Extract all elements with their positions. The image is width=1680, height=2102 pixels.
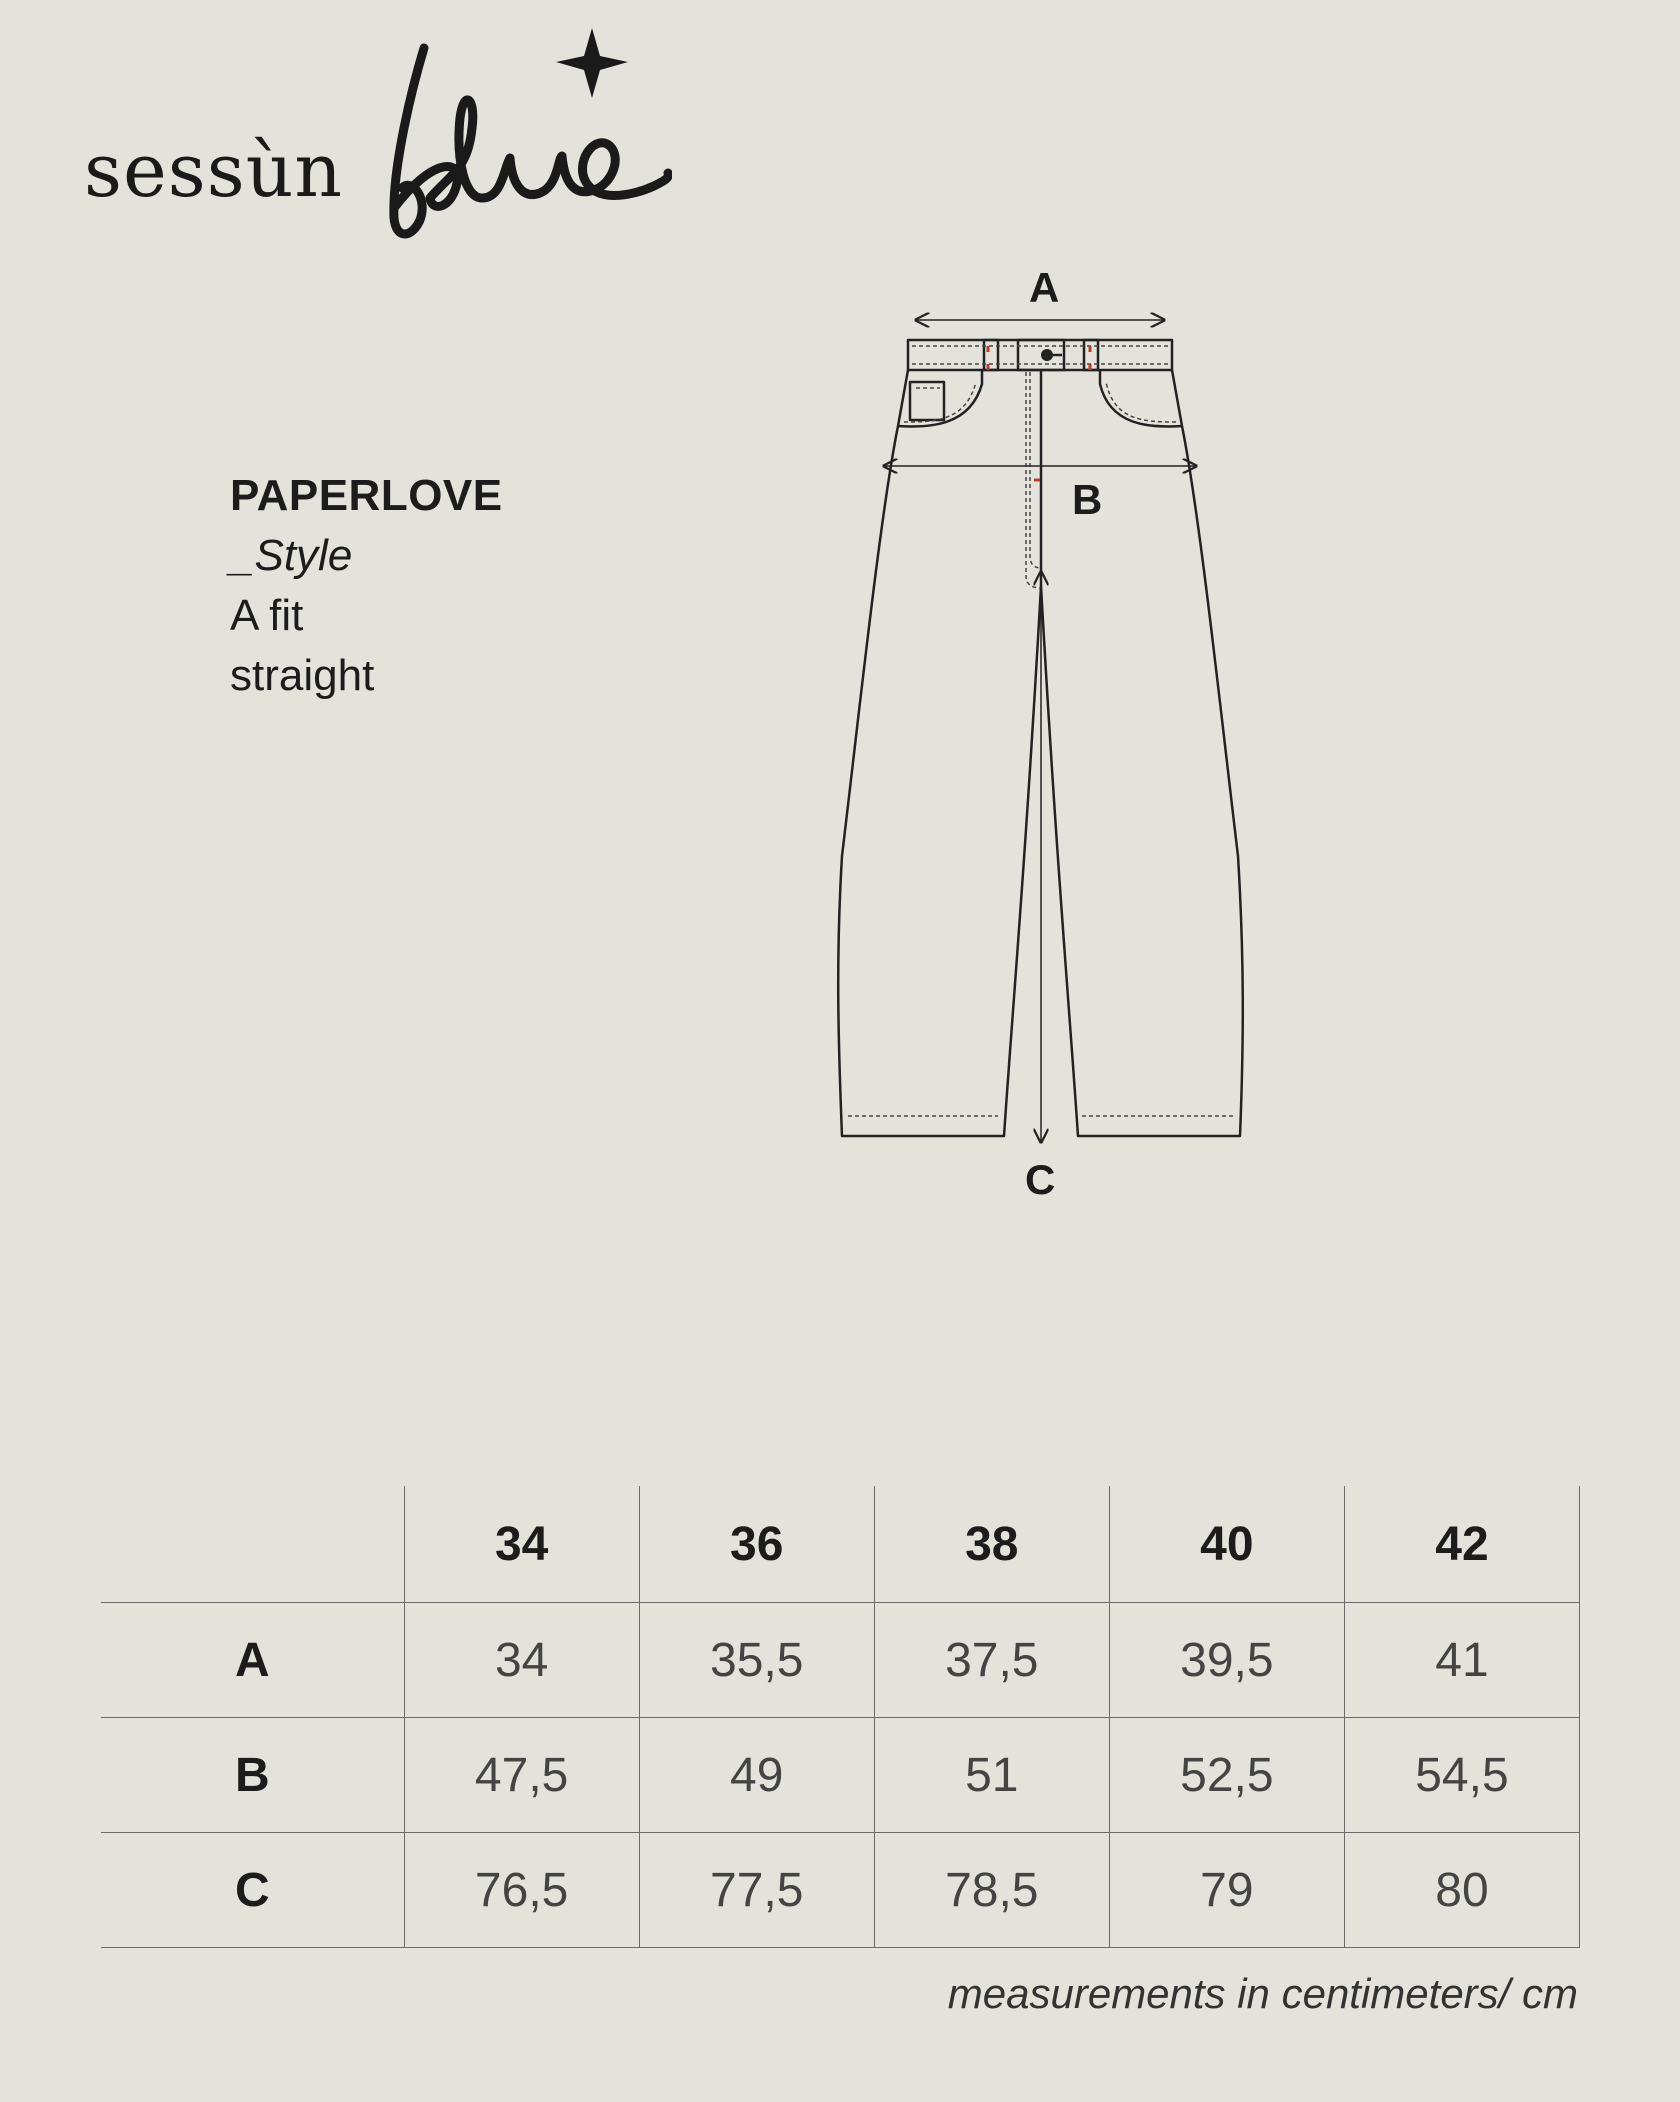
measurement-cell: 76,5 (404, 1833, 639, 1948)
diagram-label-b: B (1072, 476, 1103, 523)
units-note: measurements in centimeters/ cm (947, 1970, 1578, 2017)
measurement-cell: 35,5 (639, 1603, 874, 1718)
product-info (230, 466, 503, 706)
measurement-cell: 49 (639, 1718, 874, 1833)
measurement-cell: 51 (874, 1718, 1109, 1833)
size-header-row (101, 1486, 1580, 1603)
jeans-diagram (820, 256, 1260, 1216)
measurement-cell: 79 (1109, 1833, 1344, 1948)
size-header: 36 (639, 1486, 874, 1603)
measurement-cell: 77,5 (639, 1833, 874, 1948)
measurement-cell: 39,5 (1109, 1603, 1344, 1718)
row-label: B (101, 1718, 404, 1833)
diagram-label-a: A (1029, 264, 1060, 311)
brand-wordmark: sessùn (84, 128, 344, 214)
size-header: 38 (874, 1486, 1109, 1603)
fit-line-2: straight (230, 651, 375, 700)
measurement-cell: 34 (404, 1603, 639, 1718)
size-table (101, 1486, 1580, 1948)
style-label: _Style (230, 531, 353, 580)
fit-line-1: A fit (230, 591, 304, 640)
measurement-cell: 41 (1344, 1603, 1579, 1718)
size-header: 34 (404, 1486, 639, 1603)
measurement-cell: 80 (1344, 1833, 1579, 1948)
measurement-cell: 54,5 (1344, 1718, 1579, 1833)
diagram-label-c: C (1025, 1156, 1056, 1203)
measurement-cell: 47,5 (404, 1718, 639, 1833)
jeans-illustration (820, 256, 1260, 1216)
table-row (101, 1833, 1580, 1948)
blue-script-logo (372, 8, 672, 248)
table-row (101, 1603, 1580, 1718)
table-row (101, 1718, 1580, 1833)
measurement-cell: 52,5 (1109, 1718, 1344, 1833)
measurement-cell: 37,5 (874, 1603, 1109, 1718)
measurement-cell: 78,5 (874, 1833, 1109, 1948)
table-corner (101, 1486, 404, 1603)
product-name: PAPERLOVE (230, 471, 503, 520)
row-label: A (101, 1603, 404, 1718)
size-header: 40 (1109, 1486, 1344, 1603)
size-header: 42 (1344, 1486, 1579, 1603)
row-label: C (101, 1833, 404, 1948)
